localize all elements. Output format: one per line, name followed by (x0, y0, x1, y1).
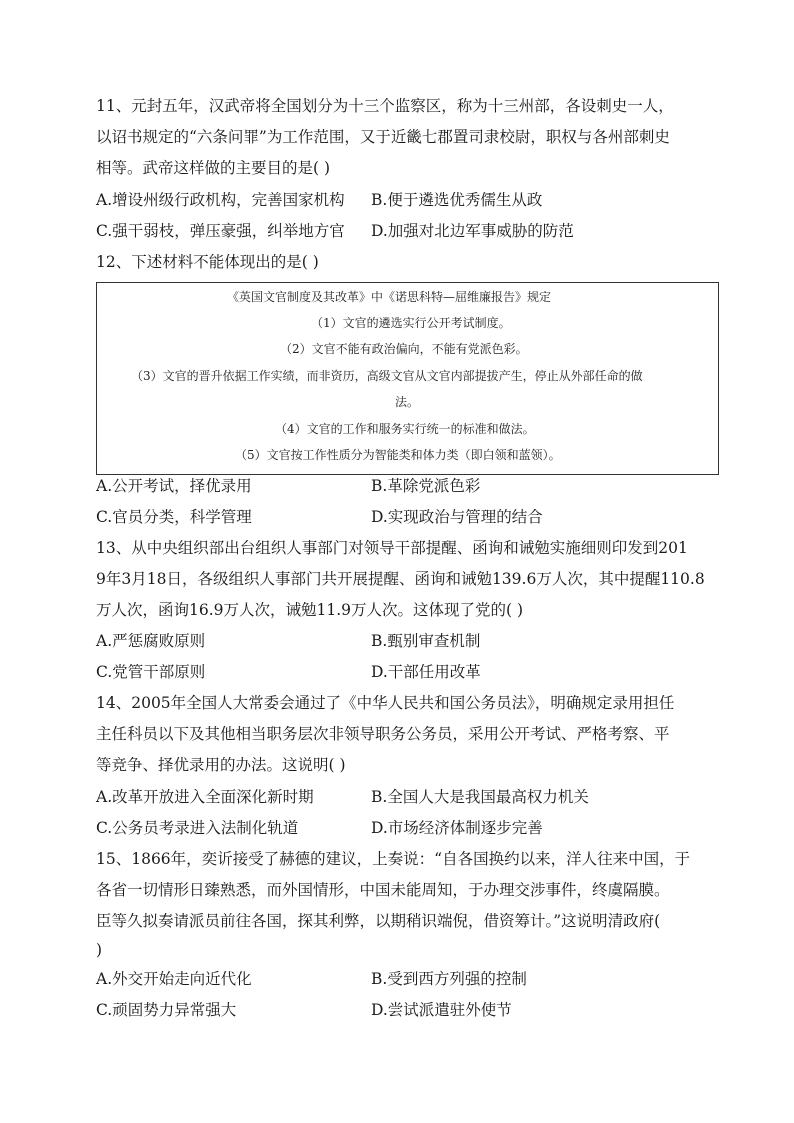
q14-option-d: D.市场经济体制逐步完善 (371, 819, 543, 837)
q13-option-a: A.严惩腐败原则 (96, 632, 206, 650)
q12-box-item-3-cont: 法。 (395, 395, 420, 409)
q13-option-b: B.甄别审查机制 (371, 632, 481, 650)
q11-option-d: D.加强对北边军事威胁的防范 (371, 222, 574, 240)
q12-option-d: D.实现政治与管理的结合 (371, 508, 543, 526)
q12-option-c: C.官员分类，科学管理 (96, 508, 252, 526)
q13-option-c: C.党管干部原则 (96, 663, 206, 681)
q12-box-item-4: （4）文官的工作和服务实行统一的标准和做法。 (275, 422, 535, 436)
q13-stem-line-3: 万人次，函询16.9万人次，诫勉11.9万人次。这体现了党的( ) (96, 601, 524, 619)
q15-option-b: B.受到西方列强的控制 (371, 970, 527, 988)
q14-option-b: B.全国人大是我国最高权力机关 (371, 788, 589, 806)
q12-box-item-5: （5）文官按工作性质分为智能类和体力类（即白领和蓝领）。 (235, 448, 561, 462)
q11-option-a: A.增设州级行政机构，完善国家机构 (96, 191, 345, 209)
q14-option-a: A.改革开放进入全面深化新时期 (96, 788, 314, 806)
q12-box-title: 《英国文官制度及其改革》中《诺思科特—屈维廉报告》规定 (227, 290, 552, 304)
q11-stem-line-2: 以诏书规定的“六条问罪”为工作范围，又于近畿七郡置司隶校尉，职权与各州部刺史 (96, 128, 670, 146)
q15-stem-line-4: ) (96, 941, 103, 959)
q14-option-c: C.公务员考录进入法制化轨道 (96, 819, 299, 837)
q15-option-d: D.尝试派遣驻外使节 (371, 1001, 512, 1019)
q14-stem-line-1: 14、2005年全国人大常委会通过了《中华人民共和国公务员法》，明确规定录用担任 (96, 694, 675, 712)
q12-stem: 12、下述材料不能体现出的是( ) (96, 253, 319, 271)
q14-stem-line-3: 等竞争、择优录用的办法。这说明( ) (96, 756, 346, 774)
q13-option-d: D.干部任用改革 (371, 663, 481, 681)
q15-stem-line-1: 15、1866年，奕䜣接受了赫德的建议，上奏说：“自各国换约以来，洋人往来中国，于 (96, 850, 691, 868)
q11-option-c: C.强干弱枝，弹压豪强，纠举地方官 (96, 222, 345, 240)
q11-stem-line-3: 相等。武帝这样做的主要目的是( ) (96, 159, 331, 177)
q14-stem-line-2: 主任科员以下及其他相当职务层次非领导职务公务员，采用公开考试、严格考察、平 (96, 725, 670, 743)
q12-option-a: A.公开考试，择优录用 (96, 477, 252, 495)
q12-option-b: B.革除党派色彩 (371, 477, 481, 495)
q12-box-item-1: （1）文官的遴选实行公开考试制度。 (311, 316, 511, 330)
q11-option-b: B.便于遴选优秀儒生从政 (371, 191, 543, 209)
q13-stem-line-1: 13、从中央组织部出台组织人事部门对领导干部提醒、函询和诫勉实施细则印发到201 (96, 539, 688, 557)
q12-material-box (96, 282, 719, 475)
q15-stem-line-2: 各省一切情形日臻熟悉，而外国情形，中国未能周知，于办理交涉事件，终虞隔膜。 (96, 881, 670, 899)
q12-box-item-2: （2）文官不能有政治偏向，不能有党派色彩。 (280, 342, 528, 356)
q12-box-item-3: （3）文官的晋升依据工作实绩，而非资历，高级文官从文官内部提拔产生，停止从外部任命的做 (131, 369, 643, 383)
q15-option-c: C.顽固势力异常强大 (96, 1001, 237, 1019)
q11-stem-line-1: 11、元封五年，汉武帝将全国划分为十三个监察区，称为十三州部，各设刺史一人， (96, 97, 674, 115)
q13-stem-line-2: 9年3月18日，各级组织人事部门共开展提醒、函询和诫勉139.6万人次，其中提醒110.8 (96, 570, 705, 588)
q15-stem-line-3: 臣等久拟奏请派员前往各国，探其利弊，以期稍识端倪，借资筹计。”这说明清政府( (96, 912, 661, 930)
q15-option-a: A.外交开始走向近代化 (96, 970, 252, 988)
